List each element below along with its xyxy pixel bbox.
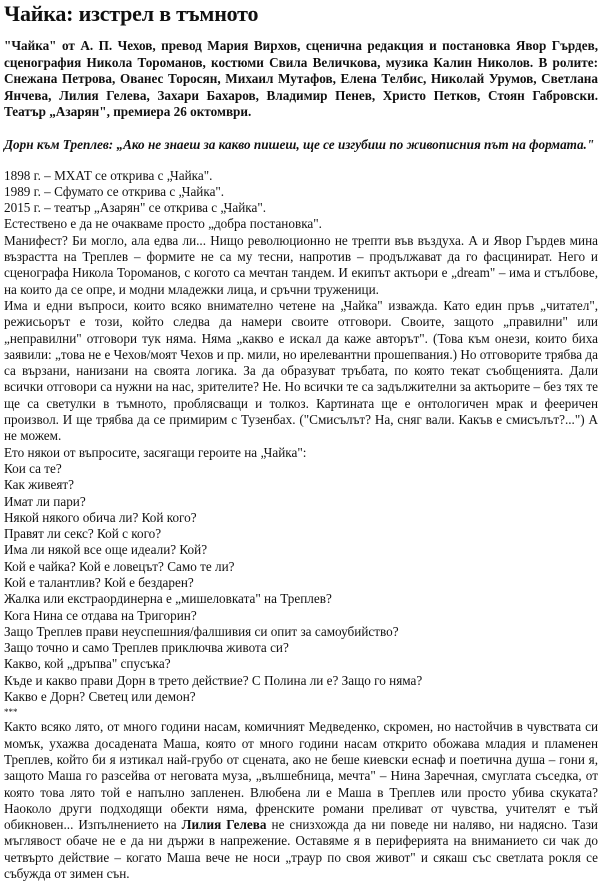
timeline-item: 1898 г. – МХАТ се открива с „Чайка". xyxy=(4,167,213,183)
actor-name-highlight: Лилия Гелева xyxy=(181,817,267,833)
question-item: Как живеят? xyxy=(4,477,75,493)
paragraph-manifest: Манифест? Би могло, ала едва ли... Нищо революционно не трепти във въздуха. А и Явор Гърдев мина възрастта на Треплев – формите не са му тесни, напротив – продължават да го фасцинират. Него и сценографа Никола Тороманов, с когото са мечтан тандем. И екипът актьори е „dream" – има и стълбове, на които да се опре, и модни младежки лица, и сръчни труженици. xyxy=(4,232,598,297)
question-item: Кой е талантлив? Кой е бездарен? xyxy=(4,574,194,590)
epigraph-quote: Дорн към Треплев: „Ако не знаеш за какво пишеш, ще се изгубиш по живописния път на формата." xyxy=(4,136,595,152)
questions-intro: Ето някои от въпросите, засягащи героите на „Чайка": xyxy=(4,444,307,460)
article-body xyxy=(4,168,598,882)
questions-list xyxy=(4,461,598,705)
question-item: Правят ли секс? Кой с кого? xyxy=(4,526,162,542)
paragraph-questions-context: Има и едни въпроси, които всяко внимателно четене на „Чайка" изважда. Като един пръв „читател", режисьорът е този, който следва да намери своите отговори. Своите, защото „правилни" или „неправилни" отговори тук няма. Няма „какво е искал да каже авторът". (Това към онези, които биха заявили: „това не е Чехов/моят Чехов и пр. мили, но ирелевантни прошепвания.) Но отговорите трябва да са вързани, нанизани на своята логика. За да образуват тръбата, по която текат съобщенията. Дали всички отговори са нужни на нас, зрителите? Не. Но всички те са задължителни за актьорите – без тях те ще са светулки в тъмното, проблясващи и толкоз. Картината ще е онтологичен мрак и фееричен произвол. И ще трябва да се примирим с Тузенбах. ("Смисълът? На, сняг вали. Какъв е смисълът?...") А не можем. xyxy=(4,297,598,444)
intro-line: Естествено е да не очакваме просто „добра постановка". xyxy=(4,216,322,232)
question-item: Жалка или екстраординерна е „мишеловката" на Треплев? xyxy=(4,591,332,607)
question-item: Къде и какво прави Дорн в трето действие? С Полина ли е? Защо го няма? xyxy=(4,672,423,688)
question-item: Някой някого обича ли? Кой кого? xyxy=(4,509,197,525)
section-separator: *** xyxy=(4,707,18,718)
question-item: Защо Треплев прави неуспешния/фалшивия си опит за самоубийство? xyxy=(4,623,399,639)
question-item: Кой е чайка? Кой е ловецът? Само те ли? xyxy=(4,558,235,574)
timeline-item: 1989 г. – Сфумато се открива с „Чайка". xyxy=(4,183,225,199)
question-item: Какво, кой „дръпва" спусъка? xyxy=(4,656,171,672)
paragraph-text: не снизхожда да ни поведе ни наляво, ни надясно. Тази мъглявост обаче не е да ни държи в напрежение. Оставяме я в периферията на вниманието си чак до четвърто действие – когато Маша вече не носи „траур по своя живот" и сякаш със светлата рокля се събужда от зимен сън. xyxy=(4,817,598,882)
question-item: Кои са те? xyxy=(4,460,62,476)
production-credits: "Чайка" от А. П. Чехов, превод Мария Вирхов, сценична редакция и постановка Явор Гърдев, сценография Никола Тороманов, костюми Свила Величкова, музика Калин Николов. В ролите: Снежана Петрова, Ованес Торосян, Михаил Мутафов, Елена Телбис, Николай Урумов, Светлана Янчева, Лилия Гелева, Захари Бахаров, Владимир Пенев, Христо Петков, Стоян Габровски. Театър „Азарян", премиера 26 октомври. xyxy=(4,38,598,120)
question-item: Какво е Дорн? Светец или демон? xyxy=(4,689,196,705)
timeline-item: 2015 г. – театър „Азарян" се открива с „Чайка". xyxy=(4,200,267,216)
paragraph-masha xyxy=(4,719,598,882)
paragraph-text: Както всяко лято, от много години насам, комичният Медведенко, скромен, но настойчив в чувствата си момък, ухажва досадената Маша, която от много години насам открито обожава младия и пламенен Треплев, който би я изтикал най-грубо от сцената, ако не беше киевски еснаф и поетична душа – гони я, защото Маша го разсейва от неговата муза, „вълшебница, мечта" – Нина Заречная, смуглата съседка, от която това лято той е напълно запленен. Влюбена ли е Маша в Треплев или просто убива скуката? Наоколо други подходящи обекти няма, френските романи преливат от чувства, учителят е тъй обикновен... Изпълнението на xyxy=(4,719,598,833)
question-item: Има ли някой все още идеали? Кой? xyxy=(4,542,208,558)
question-item: Защо точно и само Треплев приключва живота си? xyxy=(4,640,289,656)
article-title: Чайка: изстрел в тъмното xyxy=(4,1,259,26)
question-item: Кога Нина се отдава на Тригорин? xyxy=(4,607,197,623)
question-item: Имат ли пари? xyxy=(4,493,86,509)
